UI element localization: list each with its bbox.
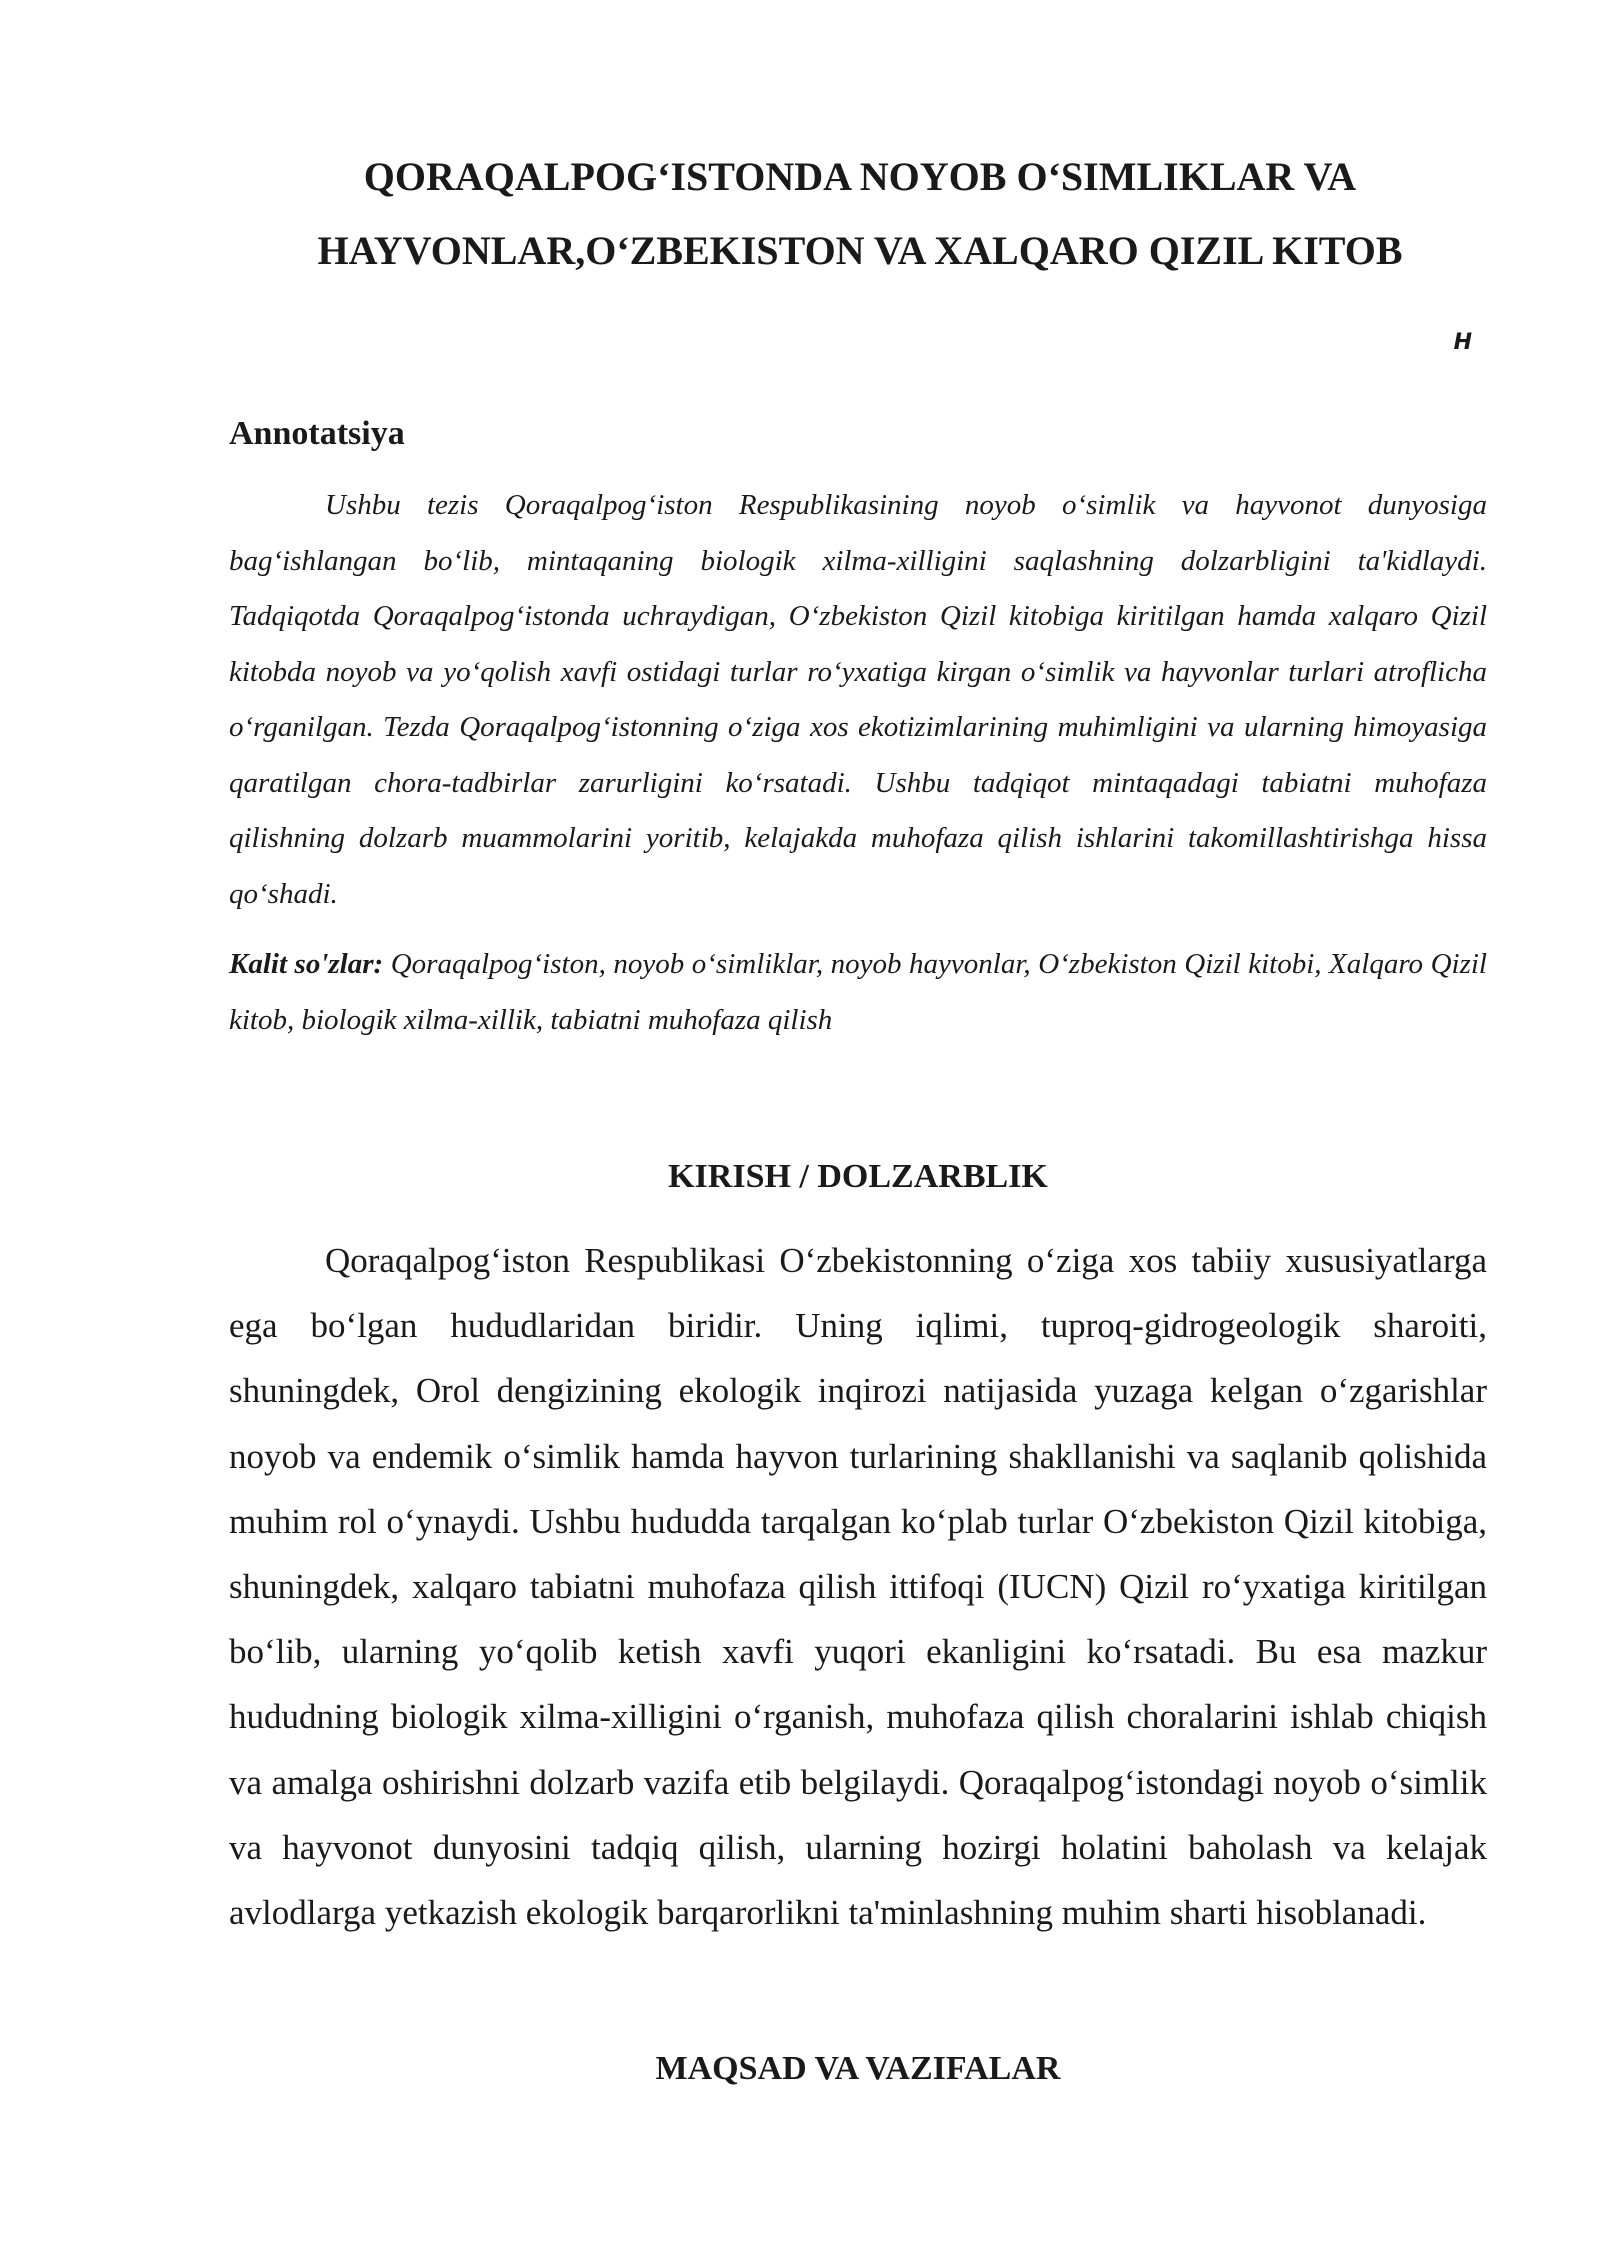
introduction-text: Qoraqalpog‘iston Respublikasi O‘zbekistonning o‘ziga xos tabiiy xususiyatlarga ega bo‘lgan hududlaridan biridir. Uning iqlimi, tuproq-gidrogeologik sharoiti, shuningdek, Orol dengizining ekologik inqirozi natijasida yuzaga kelgan o‘zgarishlar noyob va endemik o‘simlik hamda hayvon turlarining shakllanishi va saqlanib qolishida muhim rol o‘ynaydi. Ushbu hududda tarqalgan ko‘plab turlar O‘zbekiston Qizil kitobiga, shuningdek, xalqaro tabiatni muhofaza qilish ittifoqi (IUCN) Qizil ro‘yxatiga kiritilgan bo‘lib, ularning yo‘qolib ketish xavfi yuqori ekanligini ko‘rsatadi. Bu esa mazkur hududning biologik xilma-xilligini o‘rganish, muhofaza qilish choralarini ishlab chiqish va amalga oshirishni dolzarb vazifa etib belgilaydi. Qoraqalpog‘istondagi noyob o‘simlik va hayvonot dunyosini tadqiq qilish, ularning hozirgi holatini baholash va kelajak avlodlarga yetkazish ekologik barqarorlikni ta'minlashning muhim sharti hisoblanadi.	[229, 1241, 1487, 1933]
keywords-label: Kalit so'zlar:	[229, 948, 384, 980]
keywords-paragraph	[229, 937, 1487, 1048]
document-title: QORAQALPOG‘ISTONDA NOYOB O‘SIMLIKLAR VA HAYVONLAR,O‘ZBEKISTON VA XALQARO QIZIL KITOB	[317, 154, 1403, 273]
author-mark: H	[1453, 330, 1472, 355]
annotation-heading: Annotatsiya	[229, 415, 405, 452]
annotation-text: Ushbu tezis Qoraqalpog‘iston Respublikasining noyob o‘simlik va hayvonot dunyosiga bag‘ishlangan bo‘lib, mintaqaning biologik xilma-xilligini saqlashning dolzarbligini ta'kidlaydi. Tadqiqotda Qoraqalpog‘istonda uchraydigan, O‘zbekiston Qizil kitobiga kiritilgan hamda xalqaro Qizil kitobda noyob va yo‘qolish xavfi ostidagi turlar ro‘yxatiga kirgan o‘simlik va hayvonlar turlari atroflicha o‘rganilgan. Tezda Qoraqalpog‘istonning o‘ziga xos ekotizimlarining muhimligini va ularning himoyasiga qaratilgan chora-tadbirlar zarurligini ko‘rsatadi. Ushbu tadqiqot mintaqadagi tabiatni muhofaza qilishning dolzarb muammolarini yoritib, kelajakda muhofaza qilish ishlarini takomillashtirishga hissa qo‘shadi.	[229, 489, 1487, 910]
goals-heading: MAQSAD VA VAZIFALAR	[655, 2050, 1061, 2087]
keywords-text: Qoraqalpog‘iston, noyob o‘simliklar, noyob hayvonlar, O‘zbekiston Qizil kitobi, Xalqaro Qizil kitob, biologik xilma-xillik, tabiatni muhofaza qilish	[229, 948, 1487, 1036]
introduction-heading: KIRISH / DOLZARBLIK	[668, 1158, 1048, 1195]
